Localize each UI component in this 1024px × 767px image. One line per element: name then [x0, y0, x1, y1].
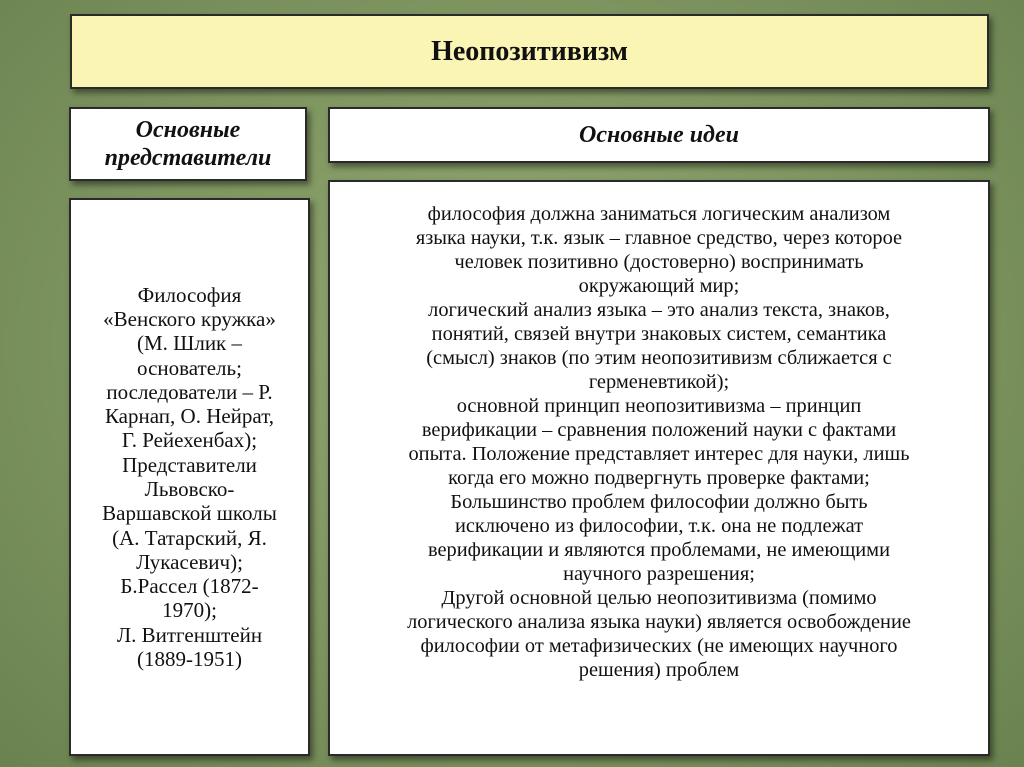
representatives-line: последователи – Р.	[106, 379, 273, 404]
representatives-line: Представители	[122, 452, 257, 477]
slide-title-text: Неопозитивизм	[431, 35, 628, 67]
ideas-list	[328, 180, 990, 756]
representatives-line: Львовско-	[144, 477, 235, 501]
ideas-line: верификации – сравнения положений науки с фактами	[421, 419, 897, 441]
ideas-header	[328, 107, 990, 163]
representatives-header-line: Основные	[135, 117, 241, 143]
representatives-line: 1970);	[162, 598, 217, 623]
ideas-line: решения) проблем	[578, 659, 740, 681]
representatives-line: Лукасевич);	[136, 549, 243, 574]
ideas-line: когда его можно подвергнуть проверке фактами;	[448, 467, 870, 489]
representatives-line: «Венского кружка»	[103, 306, 276, 331]
representatives-line: Г. Рейехенбах);	[121, 428, 258, 453]
ideas-line: основной принцип неопозитивизма – принцип	[456, 395, 862, 417]
ideas-line: языка науки, т.к. язык – главное средство, через которое	[415, 227, 903, 249]
ideas-header-text: Основные идеи	[579, 121, 739, 148]
ideas-line: (смысл) знаков (по этим неопозитивизм сближается с	[426, 347, 892, 369]
ideas-line: научного разрешения;	[563, 563, 755, 585]
ideas-line: Другой основной целью неопозитивизма (помимо	[441, 587, 877, 609]
ideas-line: логический анализ языка – это анализ текста, знаков,	[428, 299, 890, 321]
representatives-line: (А. Татарский, Я.	[112, 525, 267, 550]
representatives-list	[69, 198, 310, 756]
ideas-line: философия должна заниматься логическим анализом	[427, 203, 891, 225]
representatives-line: Б.Рассел (1872-	[120, 574, 259, 599]
ideas-line: Большинство проблем философии должно быть	[450, 491, 868, 513]
ideas-line: логического анализа языка науки) является освобождение	[407, 611, 911, 633]
representatives-line: (М. Шлик –	[136, 331, 243, 356]
representatives-header	[69, 107, 307, 181]
representatives-line: Варшавской школы	[102, 501, 277, 526]
ideas-line: опыта. Положение представляет интерес для науки, лишь	[408, 443, 910, 465]
slide-title	[70, 14, 989, 89]
ideas-line: философии от метафизических (не имеющих научного	[420, 635, 898, 657]
ideas-line: понятий, связей внутри знаковых систем, семантика	[431, 323, 887, 345]
representatives-line: (1889-1951)	[137, 647, 242, 672]
author-watermark: Межевикова О.П	[445, 736, 547, 751]
representatives-header-text	[105, 116, 272, 172]
representatives-text	[102, 283, 277, 672]
representatives-line: Л. Витгенштейн	[116, 622, 263, 647]
representatives-line: Карнап, О. Нейрат,	[104, 404, 275, 429]
representatives-line: Философия	[137, 282, 242, 307]
ideas-line: верификации и являются проблемами, не имеющими	[427, 539, 891, 561]
ideas-line: герменевтикой);	[588, 371, 730, 393]
representatives-line: основатель;	[137, 355, 242, 380]
ideas-line: окружающий мир;	[578, 275, 740, 297]
ideas-line: человек позитивно (достоверно) воспринимать	[454, 251, 864, 273]
ideas-line: исключено из философии, т.к. она не подлежат	[454, 515, 864, 537]
representatives-header-line: представители	[104, 145, 272, 171]
